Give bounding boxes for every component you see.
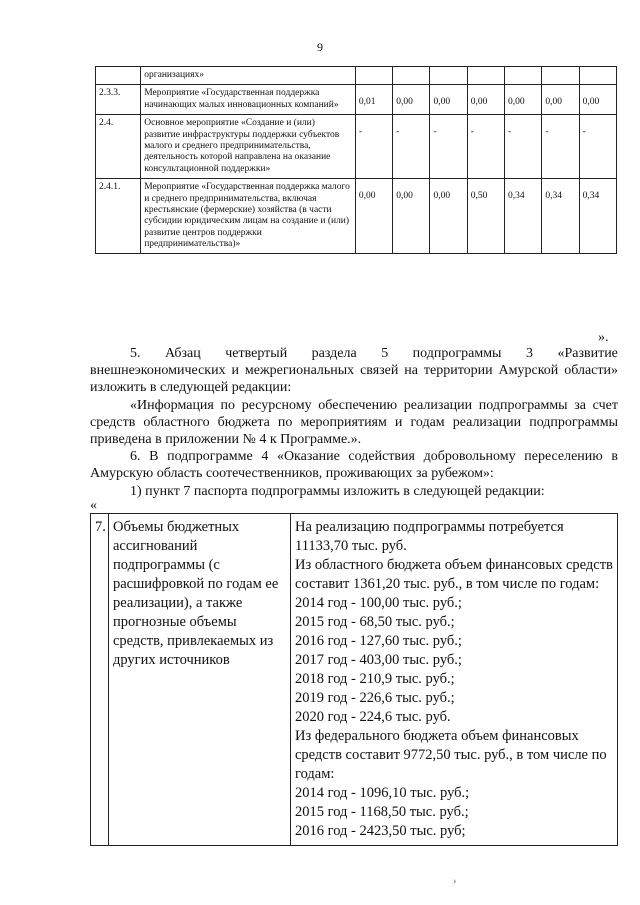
closing-quote: ». [598,330,609,345]
row-value: 0,34 [542,179,579,254]
table-row [96,67,617,85]
row-value [505,67,542,85]
row-value: 0,34 [579,179,616,254]
funding-line: На реализацию подпрограммы потребуется 11133,70 тыс. руб. [295,519,564,554]
row-value: 0,00 [355,179,392,254]
row-value: - [579,115,616,179]
passport-row-label: Объемы бюджетных ассигнований подпрограммы (с расшифровкой по годам ее реализации), а также прогнозные объемы средств, привлекаемых из других источников [109,514,291,846]
row-value: - [393,115,430,179]
paragraph-5-word: 3 [525,346,533,361]
funding-line: 2014 год - 1096,10 тыс. руб.; [295,785,470,801]
paragraph-5-word: Абзац [164,346,201,361]
paragraph-5-word: четвертый [225,346,288,361]
row-number: 2.3.3. [96,85,141,115]
row-value: - [355,115,392,179]
row-value [467,67,504,85]
row-value: 0,00 [393,85,430,115]
row-number: 2.4. [96,115,141,179]
funding-line: 2016 год - 2423,50 тыс. руб; [295,823,466,839]
funding-line: 2014 год - 100,00 тыс. руб.; [295,595,462,611]
paragraph-5-word: 5. [130,346,141,361]
row-value [393,67,430,85]
row-value: 0,01 [355,85,392,115]
row-value: - [430,115,467,179]
paragraph-5-words [90,345,618,362]
paragraph-6-1: 1) пункт 7 паспорта подпрограммы изложить в следующей редакции: [130,484,545,499]
funding-line: 2016 год - 127,60 тыс. руб.; [295,633,462,649]
table-row [96,85,617,115]
funding-line: 2017 год - 403,00 тыс. руб.; [295,652,462,668]
funding-line: 2015 год - 68,50 тыс. руб.; [295,614,455,630]
row-value: - [467,115,504,179]
funding-line: 2019 год - 226,6 тыс. руб.; [295,690,455,706]
paragraph-5-rest: внешнеэкономических и межрегиональных связей на территории Амурской области» изложить в следующей редакции: [90,363,618,395]
row-value: 0,00 [467,85,504,115]
passport-row-number: 7. [91,514,109,846]
funding-line: Из федерального бюджета объем финансовых средств составит 9772,50 тыс. руб., в том числе по годам: [295,728,607,782]
row-name: организациях» [141,67,356,85]
footer-mark: › [453,876,457,887]
row-value: 0,00 [393,179,430,254]
paragraph-info: «Информация по ресурсному обеспечению реализации подпрограммы за счет средств областного бюджета по мероприятиям и годам реализации подпрограммы приведена в приложении № 4 к Программе.». [90,398,618,447]
table-row [96,115,617,179]
funding-line: 2015 год - 1168,50 тыс. руб.; [295,804,469,820]
row-value [542,67,579,85]
paragraph-5-word: «Развитие [557,346,618,361]
row-number [96,67,141,85]
row-name: Основное мероприятие «Создание и (или) развитие инфраструктуры поддержки субъектов малого и среднего предпринимательства, деятельность которой направлена на оказание консультационной поддержки» [141,115,356,179]
funding-line: Из областного бюджета объем финансовых средств составит 1361,20 тыс. руб., в том числе по годам: [295,557,613,592]
page-number: 9 [317,40,323,54]
funding-line: 2018 год - 210,9 тыс. руб.; [295,671,455,687]
row-name: Мероприятие «Государственная поддержка малого и среднего предпринимательства, включая крестьянские (фермерские) хозяйства (в части субсидии юридическим лицам на создание и (или) развитие центров поддержки предпринимательства)» [141,179,356,254]
row-value: 0,34 [505,179,542,254]
table-row [96,179,617,254]
passport-row [91,514,618,846]
paragraph-6: 6. В подпрограмме 4 «Оказание содействия добровольному переселению в Амурскую область соотечественников, проживающих за рубежом»: [90,449,618,481]
paragraph-5-word: 5 [381,346,389,361]
funding-table [95,66,617,254]
opening-quote: « [90,498,97,513]
passport-row-details [291,514,618,846]
paragraph-5-first-line [90,345,618,362]
row-name: Мероприятие «Государственная поддержка начинающих малых инновационных компаний» [141,85,356,115]
row-value: 0,00 [430,85,467,115]
funding-table-body [96,67,617,254]
passport-table [90,513,618,846]
row-number: 2.4.1. [96,179,141,254]
row-value [579,67,616,85]
row-value [430,67,467,85]
row-value: 0,50 [467,179,504,254]
row-value: 0,00 [579,85,616,115]
row-value: 0,00 [542,85,579,115]
paragraph-5-word: раздела [311,346,357,361]
paragraph-5-word: подпрограммы [412,346,502,361]
row-value: 0,00 [430,179,467,254]
row-value: - [542,115,579,179]
funding-line: 2020 год - 224,6 тыс. руб. [295,709,451,725]
row-value: - [505,115,542,179]
row-value: 0,00 [505,85,542,115]
row-value [355,67,392,85]
